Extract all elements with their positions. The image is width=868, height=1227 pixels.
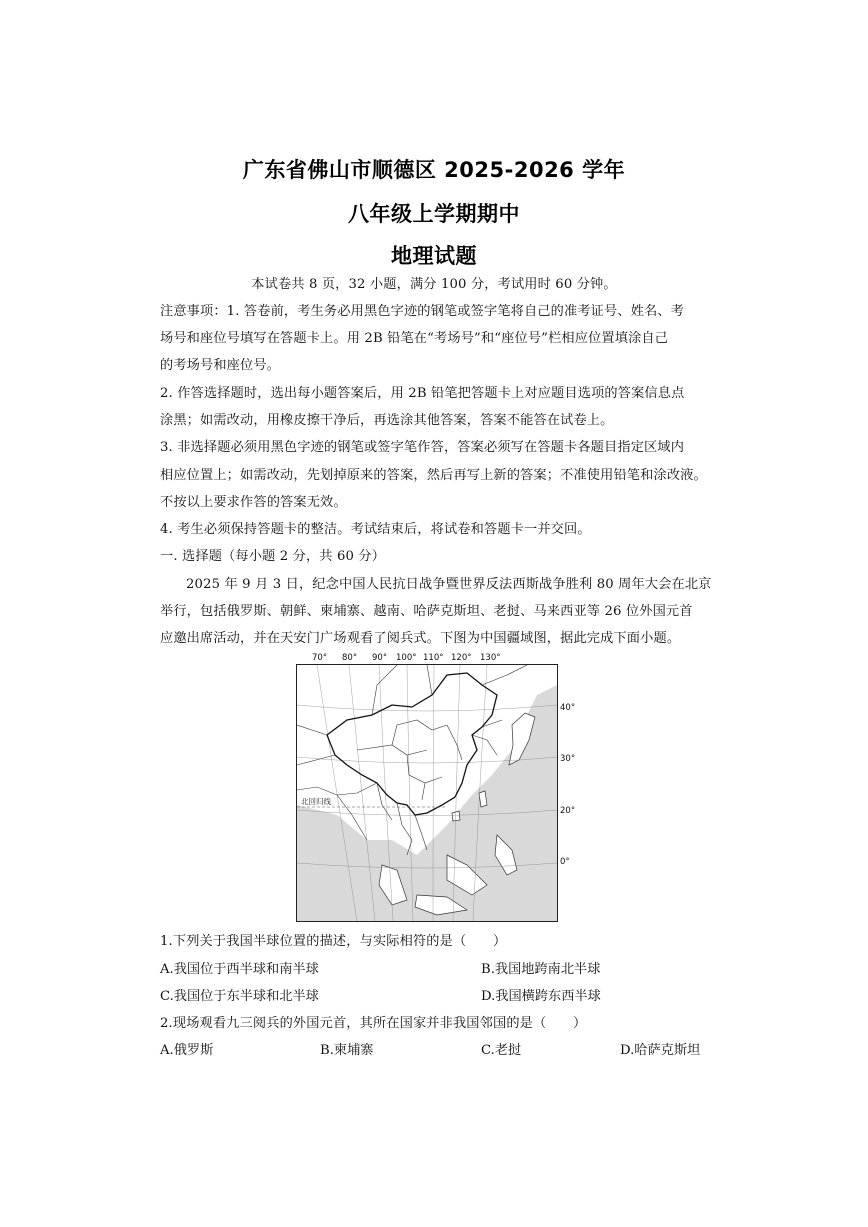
map-lon-label: 100° — [396, 653, 417, 663]
map-lat-label: 0° — [560, 857, 570, 867]
china-territory-map — [296, 664, 558, 922]
map-lon-label: 110° — [423, 653, 444, 663]
passage-line: 举行，包括俄罗斯、朝鲜、柬埔寨、越南、哈萨克斯坦、老挝、马来西亚等 26 位外国元首 — [160, 604, 693, 619]
notes-line: 3. 非选择题必须用黑色字迹的钢笔或签字笔作答，答案必须写在答题卡各题目指定区域内 — [160, 440, 685, 455]
question-1-option-c[interactable]: C.我国位于东半球和北半球 — [160, 989, 319, 1004]
map-lon-label: 120° — [451, 653, 472, 663]
map-lat-label: 20° — [560, 806, 576, 816]
notes-line: 相应位置上；如需改动，先划掉原来的答案，然后再写上新的答案；不准使用铅笔和涂改液。 — [160, 468, 707, 483]
china-map-graphic — [297, 665, 557, 921]
question-2-stem: 2.现场观看九三阅兵的外国元首，其所在国家并非我国邻国的是（ ） — [160, 1016, 587, 1031]
map-lon-label: 130° — [480, 653, 501, 663]
notes-line: 注意事项：1. 答卷前，考生务必用黑色字迹的钢笔或签字笔将自己的准考证号、姓名、考 — [160, 304, 685, 319]
question-2-option-a[interactable]: A.俄罗斯 — [160, 1043, 214, 1058]
question-2-option-b[interactable]: B.柬埔寨 — [320, 1043, 374, 1058]
exam-title-line2: 八年级上学期期中 — [348, 202, 520, 226]
question-1-option-b[interactable]: B.我国地跨南北半球 — [481, 962, 601, 977]
notes-line: 的考场号和座位号。 — [160, 358, 281, 373]
notes-line: 涂黑；如需改动，用橡皮擦干净后，再选涂其他答案，答案不能答在试卷上。 — [160, 413, 614, 428]
notes-line: 场号和座位号填写在答题卡上。用 2B 铅笔在“考场号”和“座位号”栏相应位置填涂自己 — [160, 331, 669, 346]
tropic-label: 北回归线 — [301, 797, 331, 806]
question-1-option-d[interactable]: D.我国横跨东西半球 — [481, 989, 601, 1004]
map-lat-label: 30° — [560, 754, 576, 764]
notes-line: 4. 考生必须保持答题卡的整洁。考试结束后，将试卷和答题卡一并交回。 — [160, 522, 591, 537]
notes-line: 2. 作答选择题时，选出每小题答案后，用 2B 铅笔把答题卡上对应题目选项的答案信息点 — [160, 386, 685, 401]
question-1-stem: 1.下列关于我国半球位置的描述，与实际相符的是（ ） — [160, 934, 507, 949]
exam-intro: 本试卷共 8 页，32 小题，满分 100 分，考试用时 60 分钟。 — [251, 277, 617, 292]
section-heading: 一. 选择题（每小题 2 分，共 60 分） — [160, 549, 386, 564]
question-2-option-d[interactable]: D.哈萨克斯坦 — [620, 1043, 701, 1058]
map-lon-label: 90° — [372, 653, 388, 663]
exam-title-line1: 广东省佛山市顺德区 2025-2026 学年 — [242, 158, 626, 182]
question-1-option-a[interactable]: A.我国位于西半球和南半球 — [160, 962, 319, 977]
passage-line: 应邀出席活动，并在天安门广场观看了阅兵式。下图为中国疆域图，据此完成下面小题。 — [160, 631, 681, 646]
question-2-option-c[interactable]: C.老挝 — [481, 1043, 522, 1058]
map-lat-label: 40° — [560, 703, 576, 713]
exam-title-line3: 地理试题 — [391, 244, 477, 268]
notes-line: 不按以上要求作答的答案无效。 — [160, 495, 347, 510]
map-lon-label: 80° — [342, 653, 358, 663]
passage-line: 2025 年 9 月 3 日，纪念中国人民抗日战争暨世界反法西斯战争胜利 80 周年大会在北京 — [186, 577, 712, 592]
map-lon-label: 70° — [312, 653, 328, 663]
